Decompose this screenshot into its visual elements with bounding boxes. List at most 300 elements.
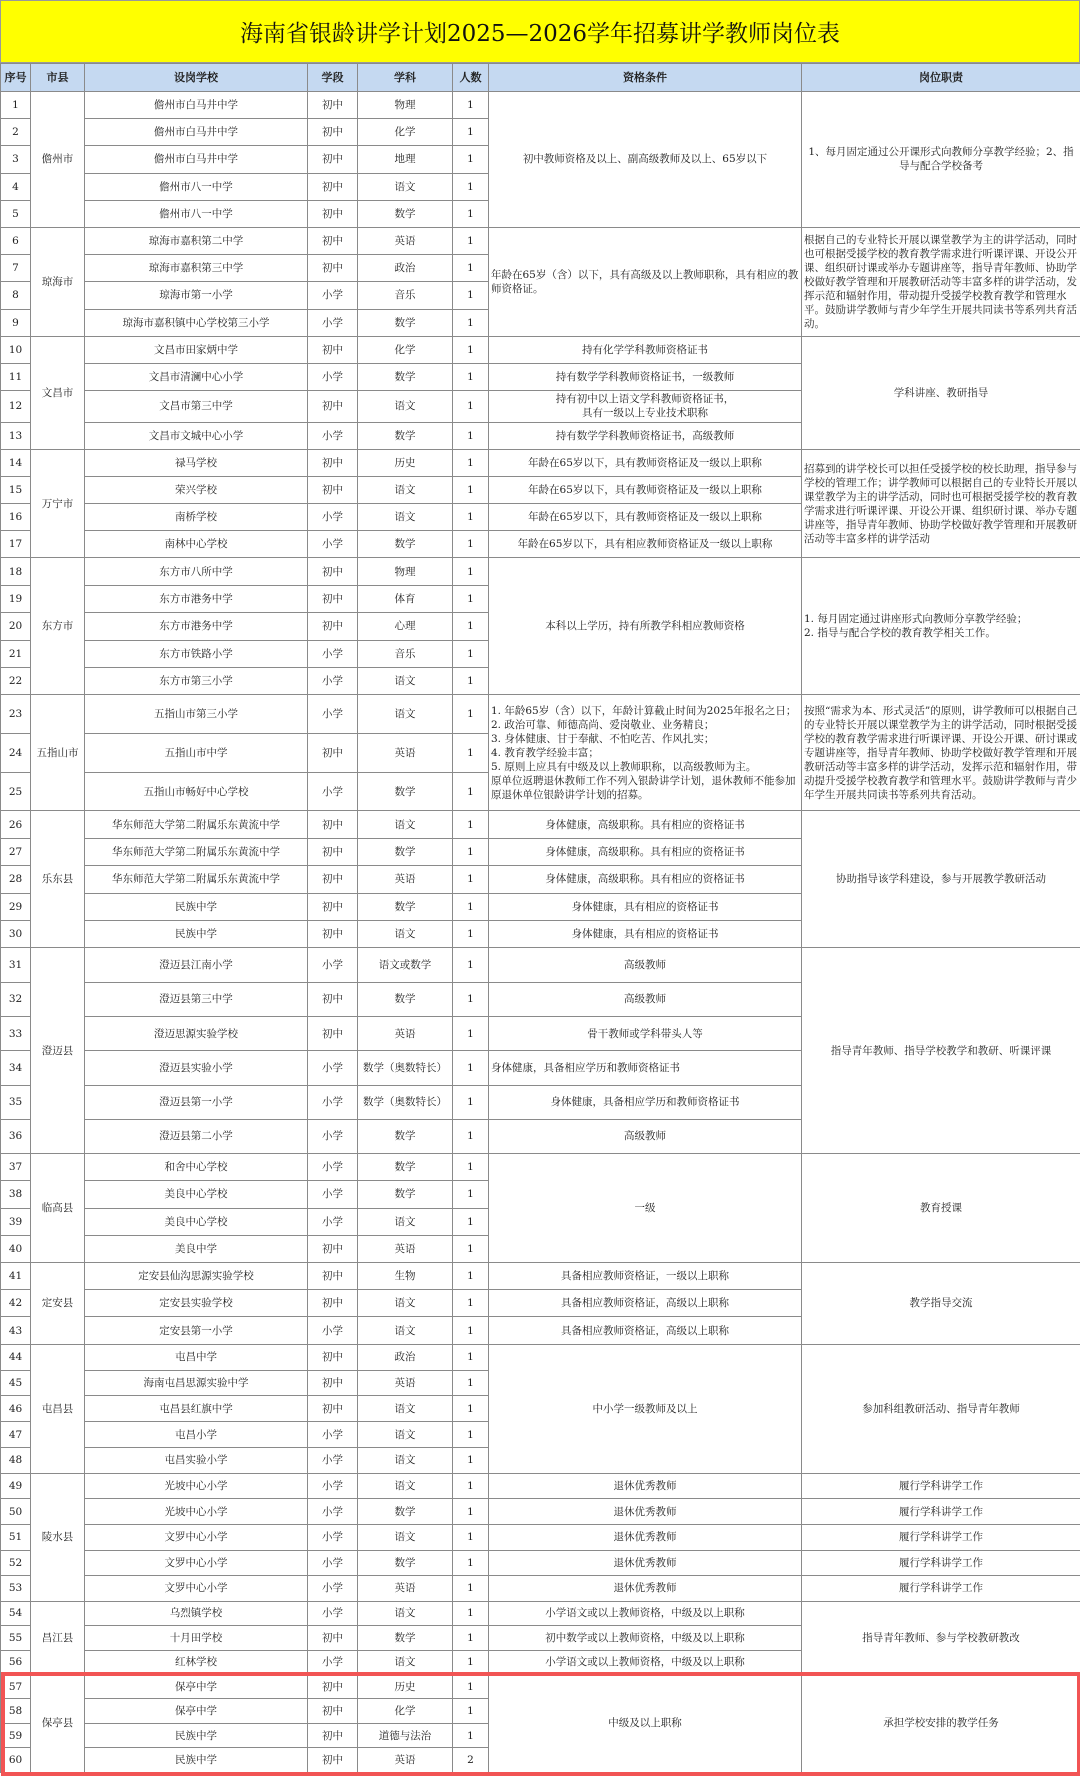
row-index: 32 bbox=[1, 982, 31, 1016]
qualification-cell: 身体健康，高级职称。具有相应的资格证书 bbox=[489, 811, 802, 838]
subject-cell: 语文 bbox=[358, 1317, 453, 1344]
stage-cell: 小学 bbox=[308, 1317, 358, 1344]
subject-cell: 政治 bbox=[358, 255, 453, 282]
row-index: 43 bbox=[1, 1317, 31, 1344]
qualification-cell: 持有化学学科教师资格证书 bbox=[489, 336, 802, 363]
stage-cell: 小学 bbox=[308, 640, 358, 667]
stage-cell: 小学 bbox=[308, 1650, 358, 1674]
subject-cell: 数学 bbox=[358, 982, 453, 1016]
subject-cell: 语文 bbox=[358, 1422, 453, 1448]
row-index: 56 bbox=[1, 1650, 31, 1674]
row-index: 31 bbox=[1, 948, 31, 982]
row-index: 54 bbox=[1, 1601, 31, 1625]
row-index: 5 bbox=[1, 200, 31, 227]
county-cell: 保亭县 bbox=[31, 1674, 85, 1772]
school-cell: 儋州市八一中学 bbox=[85, 200, 308, 227]
duties-cell: 履行学科讲学工作 bbox=[802, 1576, 1080, 1602]
subject-cell: 道德与法治 bbox=[358, 1723, 453, 1748]
school-cell: 红林学校 bbox=[85, 1650, 308, 1674]
stage-cell: 小学 bbox=[308, 1473, 358, 1499]
school-cell: 东方市铁路小学 bbox=[85, 640, 308, 667]
school-cell: 屯昌县红旗中学 bbox=[85, 1396, 308, 1422]
school-cell: 文罗中心小学 bbox=[85, 1576, 308, 1602]
row-index: 44 bbox=[1, 1344, 31, 1370]
table-row bbox=[1, 1154, 1080, 1181]
count-cell: 1 bbox=[453, 1499, 489, 1525]
header-stage: 学段 bbox=[308, 64, 358, 92]
count-cell: 1 bbox=[453, 227, 489, 254]
stage-cell: 初中 bbox=[308, 200, 358, 227]
school-cell: 禄马学校 bbox=[85, 449, 308, 476]
stage-cell: 小学 bbox=[308, 1524, 358, 1550]
qualification-cell: 退休优秀教师 bbox=[489, 1550, 802, 1576]
stage-cell: 初中 bbox=[308, 1699, 358, 1724]
stage-cell: 小学 bbox=[308, 1422, 358, 1448]
stage-cell: 小学 bbox=[308, 1085, 358, 1119]
qualification-cell: 本科以上学历，持有所教学科相应教师资格 bbox=[489, 558, 802, 695]
qualification-cell: 身体健康，高级职称。具有相应的资格证书 bbox=[489, 866, 802, 893]
row-index: 8 bbox=[1, 282, 31, 309]
header-subject: 学科 bbox=[358, 64, 453, 92]
row-index: 38 bbox=[1, 1181, 31, 1208]
school-cell: 儋州市白马井中学 bbox=[85, 119, 308, 146]
header-duties: 岗位职责 bbox=[802, 64, 1080, 92]
row-index: 55 bbox=[1, 1626, 31, 1650]
subject-cell: 数学 bbox=[358, 1499, 453, 1525]
row-index: 1 bbox=[1, 92, 31, 119]
stage-cell: 初中 bbox=[308, 1016, 358, 1050]
school-cell: 定安县第一小学 bbox=[85, 1317, 308, 1344]
school-cell: 南林中心学校 bbox=[85, 531, 308, 558]
header-qualification: 资格条件 bbox=[489, 64, 802, 92]
table-row bbox=[1, 1674, 1080, 1699]
qualification-cell: 年龄在65岁以下，具有教师资格证及一级以上职称 bbox=[489, 449, 802, 476]
subject-cell: 政治 bbox=[358, 1344, 453, 1370]
subject-cell: 语文 bbox=[358, 1601, 453, 1625]
subject-cell: 数学 bbox=[358, 1119, 453, 1153]
subject-cell: 英语 bbox=[358, 1370, 453, 1396]
subject-cell: 体育 bbox=[358, 585, 453, 612]
subject-cell: 语文 bbox=[358, 1473, 453, 1499]
county-cell: 昌江县 bbox=[31, 1601, 85, 1674]
subject-cell: 语文 bbox=[358, 476, 453, 503]
count-cell: 1 bbox=[453, 1344, 489, 1370]
count-cell: 1 bbox=[453, 1473, 489, 1499]
school-cell: 美良中心学校 bbox=[85, 1208, 308, 1235]
subject-cell: 音乐 bbox=[358, 640, 453, 667]
header-count: 人数 bbox=[453, 64, 489, 92]
stage-cell: 初中 bbox=[308, 920, 358, 947]
count-cell: 1 bbox=[453, 1601, 489, 1625]
subject-cell: 地理 bbox=[358, 146, 453, 173]
stage-cell: 初中 bbox=[308, 255, 358, 282]
school-cell: 文昌市第三中学 bbox=[85, 390, 308, 422]
row-index: 6 bbox=[1, 227, 31, 254]
count-cell: 1 bbox=[453, 1674, 489, 1699]
qualification-cell: 持有数学学科教师资格证书，一级教师 bbox=[489, 363, 802, 390]
subject-cell: 数学 bbox=[358, 363, 453, 390]
stage-cell: 小学 bbox=[308, 1119, 358, 1153]
count-cell: 1 bbox=[453, 1290, 489, 1317]
count-cell: 1 bbox=[453, 1550, 489, 1576]
count-cell: 1 bbox=[453, 363, 489, 390]
count-cell: 1 bbox=[453, 1699, 489, 1724]
stage-cell: 小学 bbox=[308, 504, 358, 531]
school-cell: 澄迈县江南小学 bbox=[85, 948, 308, 982]
qualification-cell: 身体健康，具备相应学历和教师资格证书 bbox=[489, 1085, 802, 1119]
count-cell: 1 bbox=[453, 811, 489, 838]
qualification-cell: 身体健康，高级职称。具有相应的资格证书 bbox=[489, 838, 802, 865]
row-index: 18 bbox=[1, 558, 31, 585]
stage-cell: 小学 bbox=[308, 773, 358, 811]
row-index: 34 bbox=[1, 1051, 31, 1085]
stage-cell: 初中 bbox=[308, 613, 358, 640]
stage-cell: 初中 bbox=[308, 449, 358, 476]
subject-cell: 数学 bbox=[358, 1550, 453, 1576]
table-row bbox=[1, 1576, 1080, 1602]
row-index: 17 bbox=[1, 531, 31, 558]
row-index: 36 bbox=[1, 1119, 31, 1153]
row-index: 29 bbox=[1, 893, 31, 920]
subject-cell: 语文 bbox=[358, 1650, 453, 1674]
count-cell: 1 bbox=[453, 1016, 489, 1050]
table-row bbox=[1, 1262, 1080, 1289]
qualification-cell: 身体健康，具有相应的资格证书 bbox=[489, 893, 802, 920]
school-cell: 定安县仙沟思源实验学校 bbox=[85, 1262, 308, 1289]
qualification-cell: 一级 bbox=[489, 1154, 802, 1263]
subject-cell: 语文 bbox=[358, 1524, 453, 1550]
school-cell: 屯昌实验小学 bbox=[85, 1447, 308, 1473]
school-cell: 南桥学校 bbox=[85, 504, 308, 531]
qualification-cell: 初中数学或以上教师资格，中级及以上职称 bbox=[489, 1626, 802, 1650]
subject-cell: 数学 bbox=[358, 200, 453, 227]
count-cell: 1 bbox=[453, 1085, 489, 1119]
subject-cell: 数学 bbox=[358, 422, 453, 449]
school-cell: 东方市第三小学 bbox=[85, 668, 308, 695]
count-cell: 1 bbox=[453, 1396, 489, 1422]
duties-cell: 履行学科讲学工作 bbox=[802, 1473, 1080, 1499]
stage-cell: 小学 bbox=[308, 1154, 358, 1181]
county-cell: 澄迈县 bbox=[31, 948, 85, 1154]
count-cell: 1 bbox=[453, 866, 489, 893]
qualification-cell: 小学语文或以上教师资格，中级及以上职称 bbox=[489, 1650, 802, 1674]
stage-cell: 初中 bbox=[308, 476, 358, 503]
qualification-cell: 退休优秀教师 bbox=[489, 1499, 802, 1525]
school-cell: 华东师范大学第二附属乐东黄流中学 bbox=[85, 866, 308, 893]
county-cell: 乐东县 bbox=[31, 811, 85, 948]
county-cell: 屯昌县 bbox=[31, 1344, 85, 1473]
subject-cell: 数学 bbox=[358, 1626, 453, 1650]
school-cell: 儋州市白马井中学 bbox=[85, 146, 308, 173]
school-cell: 五指山市中学 bbox=[85, 734, 308, 773]
qualification-cell: 退休优秀教师 bbox=[489, 1576, 802, 1602]
stage-cell: 小学 bbox=[308, 695, 358, 734]
row-index: 35 bbox=[1, 1085, 31, 1119]
subject-cell: 英语 bbox=[358, 866, 453, 893]
school-cell: 光坡中心小学 bbox=[85, 1473, 308, 1499]
subject-cell: 语文 bbox=[358, 390, 453, 422]
duties-cell: 学科讲座、教研指导 bbox=[802, 336, 1080, 449]
row-index: 27 bbox=[1, 838, 31, 865]
stage-cell: 初中 bbox=[308, 1290, 358, 1317]
school-cell: 十月田学校 bbox=[85, 1626, 308, 1650]
subject-cell: 数学 bbox=[358, 1154, 453, 1181]
duties-cell: 教育授课 bbox=[802, 1154, 1080, 1263]
row-index: 42 bbox=[1, 1290, 31, 1317]
row-index: 52 bbox=[1, 1550, 31, 1576]
qualification-cell: 高级教师 bbox=[489, 1119, 802, 1153]
school-cell: 荣兴学校 bbox=[85, 476, 308, 503]
stage-cell: 小学 bbox=[308, 309, 358, 336]
stage-cell: 初中 bbox=[308, 811, 358, 838]
row-index: 50 bbox=[1, 1499, 31, 1525]
row-index: 15 bbox=[1, 476, 31, 503]
row-index: 21 bbox=[1, 640, 31, 667]
row-index: 14 bbox=[1, 449, 31, 476]
stage-cell: 小学 bbox=[308, 1447, 358, 1473]
row-index: 60 bbox=[1, 1748, 31, 1773]
table-row bbox=[1, 948, 1080, 982]
qualification-cell: 具备相应教师资格证，高级以上职称 bbox=[489, 1317, 802, 1344]
count-cell: 1 bbox=[453, 893, 489, 920]
stage-cell: 初中 bbox=[308, 1748, 358, 1773]
count-cell: 1 bbox=[453, 1422, 489, 1448]
school-cell: 东方市港务中学 bbox=[85, 613, 308, 640]
row-index: 16 bbox=[1, 504, 31, 531]
stage-cell: 初中 bbox=[308, 1396, 358, 1422]
table-row bbox=[1, 1344, 1080, 1370]
school-cell: 美良中学 bbox=[85, 1235, 308, 1262]
subject-cell: 音乐 bbox=[358, 282, 453, 309]
duties-cell: 协助指导该学科建设，参与开展教学教研活动 bbox=[802, 811, 1080, 948]
row-index: 9 bbox=[1, 309, 31, 336]
subject-cell: 语文 bbox=[358, 504, 453, 531]
county-cell: 五指山市 bbox=[31, 695, 85, 811]
subject-cell: 语文 bbox=[358, 173, 453, 200]
subject-cell: 历史 bbox=[358, 1674, 453, 1699]
stage-cell: 初中 bbox=[308, 893, 358, 920]
subject-cell: 语文 bbox=[358, 1208, 453, 1235]
subject-cell: 语文或数学 bbox=[358, 948, 453, 982]
count-cell: 1 bbox=[453, 558, 489, 585]
stage-cell: 初中 bbox=[308, 173, 358, 200]
school-cell: 屯昌小学 bbox=[85, 1422, 308, 1448]
school-cell: 民族中学 bbox=[85, 1723, 308, 1748]
subject-cell: 数学（奥数特长） bbox=[358, 1085, 453, 1119]
school-cell: 澄迈县第三中学 bbox=[85, 982, 308, 1016]
count-cell: 1 bbox=[453, 476, 489, 503]
qualification-cell: 具备相应教师资格证，高级以上职称 bbox=[489, 1290, 802, 1317]
school-cell: 五指山市畅好中心学校 bbox=[85, 773, 308, 811]
qualification-cell: 退休优秀教师 bbox=[489, 1524, 802, 1550]
school-cell: 文昌市文城中心小学 bbox=[85, 422, 308, 449]
duties-cell: 履行学科讲学工作 bbox=[802, 1550, 1080, 1576]
school-cell: 儋州市白马井中学 bbox=[85, 92, 308, 119]
school-cell: 文罗中心小学 bbox=[85, 1524, 308, 1550]
school-cell: 文昌市清澜中心小学 bbox=[85, 363, 308, 390]
row-index: 53 bbox=[1, 1576, 31, 1602]
row-index: 23 bbox=[1, 695, 31, 734]
county-cell: 万宁市 bbox=[31, 449, 85, 558]
qualification-cell: 退休优秀教师 bbox=[489, 1473, 802, 1499]
row-index: 37 bbox=[1, 1154, 31, 1181]
subject-cell: 数学 bbox=[358, 531, 453, 558]
subject-cell: 历史 bbox=[358, 449, 453, 476]
count-cell: 1 bbox=[453, 1626, 489, 1650]
stage-cell: 初中 bbox=[308, 866, 358, 893]
school-cell: 屯昌中学 bbox=[85, 1344, 308, 1370]
count-cell: 1 bbox=[453, 838, 489, 865]
row-index: 58 bbox=[1, 1699, 31, 1724]
subject-cell: 数学 bbox=[358, 893, 453, 920]
count-cell: 1 bbox=[453, 422, 489, 449]
row-index: 41 bbox=[1, 1262, 31, 1289]
stage-cell: 小学 bbox=[308, 1550, 358, 1576]
stage-cell: 初中 bbox=[308, 336, 358, 363]
county-cell: 陵水县 bbox=[31, 1473, 85, 1601]
count-cell: 1 bbox=[453, 1208, 489, 1235]
count-cell: 1 bbox=[453, 613, 489, 640]
school-cell: 琼海市嘉积第三中学 bbox=[85, 255, 308, 282]
stage-cell: 初中 bbox=[308, 1626, 358, 1650]
row-index: 25 bbox=[1, 773, 31, 811]
school-cell: 东方市八所中学 bbox=[85, 558, 308, 585]
duties-cell: 招募到的讲学校长可以担任受援学校的校长助理，指导参与学校的管理工作；讲学教师可以根据自己的专业特长开展以课堂教学为主的讲学活动，同时也可根据受援学校的教育教学需求进行听课评课、开设公开课、组织研讨课、举办专题讲座等，指导青年教师、协助学校做好教学管理和开展教研活动等丰富多样的讲学活动 bbox=[802, 449, 1080, 558]
qualification-cell: 高级教师 bbox=[489, 982, 802, 1016]
duties-cell: 履行学科讲学工作 bbox=[802, 1499, 1080, 1525]
row-index: 20 bbox=[1, 613, 31, 640]
qualification-cell: 初中教师资格及以上、副高级教师及以上、65岁以下 bbox=[489, 92, 802, 228]
count-cell: 1 bbox=[453, 1154, 489, 1181]
duties-cell: 1、每月固定通过公开课形式向教师分享教学经验；2、指导与配合学校备考 bbox=[802, 92, 1080, 228]
stage-cell: 小学 bbox=[308, 1601, 358, 1625]
count-cell: 1 bbox=[453, 1370, 489, 1396]
row-index: 13 bbox=[1, 422, 31, 449]
stage-cell: 初中 bbox=[308, 227, 358, 254]
count-cell: 1 bbox=[453, 920, 489, 947]
row-index: 19 bbox=[1, 585, 31, 612]
row-index: 47 bbox=[1, 1422, 31, 1448]
qualification-cell: 1. 年龄65岁（含）以下，年龄计算截止时间为2025年报名之日； 2. 政治可靠、师德高尚、爱岗敬业、业务精良； 3. 身体健康、甘于奉献、不怕吃苦、作风扎实； 4. 教育教学经验丰富； 5. 原则上应具有中级及以上教师职称，以高级教师为主。 原单位返聘退休教师工作不列入银龄讲学计划，退休教师不能参加原退休单位银龄讲学计划的招募。 bbox=[489, 695, 802, 811]
table-row bbox=[1, 695, 1080, 734]
stage-cell: 初中 bbox=[308, 390, 358, 422]
count-cell: 1 bbox=[453, 1650, 489, 1674]
school-cell: 美良中心学校 bbox=[85, 1181, 308, 1208]
table-row bbox=[1, 811, 1080, 838]
qualification-cell: 高级教师 bbox=[489, 948, 802, 982]
row-index: 33 bbox=[1, 1016, 31, 1050]
header-county: 市县 bbox=[31, 64, 85, 92]
qualification-cell: 年龄在65岁以下，具有相应教师资格证及一级以上职称 bbox=[489, 531, 802, 558]
subject-cell: 数学 bbox=[358, 1181, 453, 1208]
stage-cell: 小学 bbox=[308, 363, 358, 390]
school-cell: 光坡中心小学 bbox=[85, 1499, 308, 1525]
count-cell: 1 bbox=[453, 773, 489, 811]
duties-cell: 指导青年教师、参与学校教研教改 bbox=[802, 1601, 1080, 1674]
stage-cell: 初中 bbox=[308, 1370, 358, 1396]
school-cell: 儋州市八一中学 bbox=[85, 173, 308, 200]
qualification-cell: 中小学一级教师及以上 bbox=[489, 1344, 802, 1473]
row-index: 11 bbox=[1, 363, 31, 390]
header-school: 设岗学校 bbox=[85, 64, 308, 92]
subject-cell: 语文 bbox=[358, 1396, 453, 1422]
count-cell: 1 bbox=[453, 255, 489, 282]
school-cell: 文罗中心小学 bbox=[85, 1550, 308, 1576]
school-cell: 澄迈县第二小学 bbox=[85, 1119, 308, 1153]
table-row bbox=[1, 336, 1080, 363]
duties-cell: 按照“需求为本、形式灵活”的原则，讲学教师可以根据自己的专业特长开展以课堂教学为主的讲学活动，同时根据受援学校的教育教学需求进行听课评课、开设公开课、研讨课或专题讲座等，指导青年教师、协助学校做好教学管理和开展教研活动等丰富多样的讲学活动，发挥示范和辐射作用，带动提升受援学校教育教学和管理水平。鼓励讲学教师与青少年学生开展共同读书等系列共育活动。 bbox=[802, 695, 1080, 811]
county-cell: 儋州市 bbox=[31, 92, 85, 228]
subject-cell: 物理 bbox=[358, 558, 453, 585]
subject-cell: 数学（奥数特长） bbox=[358, 1051, 453, 1085]
stage-cell: 初中 bbox=[308, 1723, 358, 1748]
table-row bbox=[1, 1473, 1080, 1499]
stage-cell: 初中 bbox=[308, 92, 358, 119]
subject-cell: 数学 bbox=[358, 309, 453, 336]
stage-cell: 小学 bbox=[308, 1576, 358, 1602]
subject-cell: 英语 bbox=[358, 1576, 453, 1602]
row-index: 22 bbox=[1, 668, 31, 695]
county-cell: 琼海市 bbox=[31, 227, 85, 336]
stage-cell: 小学 bbox=[308, 1181, 358, 1208]
row-index: 2 bbox=[1, 119, 31, 146]
count-cell: 1 bbox=[453, 585, 489, 612]
duties-cell: 指导青年教师、指导学校教学和教研、听课评课 bbox=[802, 948, 1080, 1154]
school-cell: 乌烈镇学校 bbox=[85, 1601, 308, 1625]
row-index: 12 bbox=[1, 390, 31, 422]
subject-cell: 语文 bbox=[358, 811, 453, 838]
stage-cell: 初中 bbox=[308, 838, 358, 865]
count-cell: 1 bbox=[453, 1723, 489, 1748]
count-cell: 1 bbox=[453, 119, 489, 146]
row-index: 28 bbox=[1, 866, 31, 893]
stage-cell: 初中 bbox=[308, 1344, 358, 1370]
qualification-cell: 年龄在65岁以下，具有教师资格证及一级以上职称 bbox=[489, 476, 802, 503]
school-cell: 华东师范大学第二附属乐东黄流中学 bbox=[85, 811, 308, 838]
row-index: 24 bbox=[1, 734, 31, 773]
qualification-cell: 持有初中以上语文学科教师资格证书， 具有一级以上专业技术职称 bbox=[489, 390, 802, 422]
count-cell: 1 bbox=[453, 734, 489, 773]
count-cell: 1 bbox=[453, 1576, 489, 1602]
stage-cell: 初中 bbox=[308, 1262, 358, 1289]
page-title: 海南省银龄讲学计划2025—2026学年招募讲学教师岗位表 bbox=[0, 0, 1080, 63]
subject-cell: 英语 bbox=[358, 1235, 453, 1262]
row-index: 59 bbox=[1, 1723, 31, 1748]
school-cell: 定安县实验学校 bbox=[85, 1290, 308, 1317]
stage-cell: 小学 bbox=[308, 1208, 358, 1235]
count-cell: 1 bbox=[453, 1119, 489, 1153]
subject-cell: 语文 bbox=[358, 1290, 453, 1317]
count-cell: 1 bbox=[453, 1051, 489, 1085]
table-row bbox=[1, 1524, 1080, 1550]
stage-cell: 初中 bbox=[308, 585, 358, 612]
school-cell: 文昌市田家炳中学 bbox=[85, 336, 308, 363]
qualification-cell: 身体健康，具备相应学历和教师资格证书 bbox=[489, 1051, 802, 1085]
stage-cell: 初中 bbox=[308, 982, 358, 1016]
count-cell: 1 bbox=[453, 531, 489, 558]
qualification-cell: 年龄在65岁（含）以下，具有高级及以上教师职称，具有相应的教师资格证。 bbox=[489, 227, 802, 336]
school-cell: 民族中学 bbox=[85, 920, 308, 947]
count-cell: 2 bbox=[453, 1748, 489, 1773]
school-cell: 保亭中学 bbox=[85, 1674, 308, 1699]
qualification-cell: 身体健康，具有相应的资格证书 bbox=[489, 920, 802, 947]
subject-cell: 化学 bbox=[358, 119, 453, 146]
row-index: 26 bbox=[1, 811, 31, 838]
count-cell: 1 bbox=[453, 1317, 489, 1344]
school-cell: 东方市港务中学 bbox=[85, 585, 308, 612]
table-row bbox=[1, 1601, 1080, 1625]
subject-cell: 数学 bbox=[358, 838, 453, 865]
